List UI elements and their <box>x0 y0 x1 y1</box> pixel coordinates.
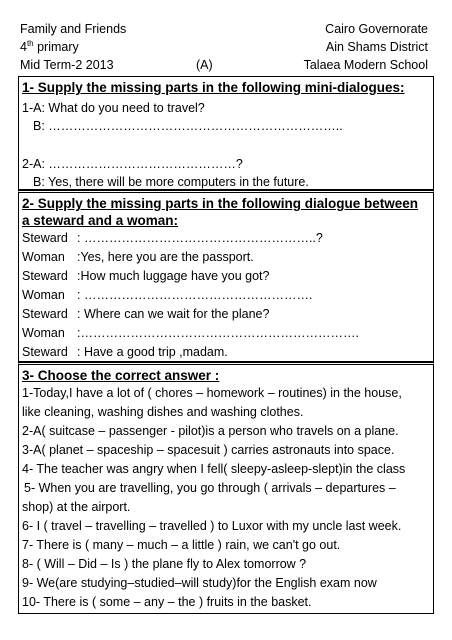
section-2 <box>18 190 434 362</box>
exam-header <box>18 18 434 78</box>
dialogue-text: :…………………………………………………………. <box>77 326 359 340</box>
question-2: 2-A( suitcase – passenger - pilot)is a person who travels on a plane. <box>22 424 399 438</box>
dialogue-text: : ………………………………………………. <box>77 288 313 302</box>
speaker: Woman <box>22 250 65 264</box>
governorate: Cairo Governorate <box>325 22 428 36</box>
question-8: 8- ( Will – Did – Is ) the plane fly to Alex tomorrow ? <box>22 557 307 571</box>
dialogue-line <box>19 267 433 286</box>
section-1-title: 1- Supply the missing parts in the following mini-dialogues: <box>22 80 405 95</box>
dialogue-line <box>19 343 433 362</box>
speaker: Steward <box>22 345 68 359</box>
dialogue-text: : ………………………………………………..? <box>77 231 323 245</box>
question-5: 5- When you are travelling, you go through ( arrivals – departures – <box>24 481 396 495</box>
grade-suffix: th <box>26 38 34 48</box>
district: Ain Shams District <box>325 40 428 54</box>
dialogue-2-a: 2-A: ………………………………………? <box>22 157 243 171</box>
term-name: Mid Term-2 2013 <box>20 58 114 72</box>
section-2-title-line-1: 2- Supply the missing parts in the following dialogue between <box>22 196 419 211</box>
dialogue-text: : Have a good trip ,madam. <box>77 345 228 359</box>
dialogue-line <box>19 229 433 248</box>
header-block <box>18 18 434 78</box>
speaker: Steward <box>22 307 68 321</box>
section-2-title-line-2: a steward and a woman: <box>22 213 179 228</box>
speaker: Steward <box>22 269 68 283</box>
grade <box>20 38 126 56</box>
grade-number: 4 <box>20 40 27 54</box>
question-10: 10- There is ( some – any – the ) fruits in the basket. <box>22 595 312 609</box>
dialogue-text: :Yes, here you are the passport. <box>77 250 254 264</box>
dialogue-1-b: B: …………………………………………………………….. <box>33 119 343 133</box>
speaker: Steward <box>22 231 68 245</box>
dialogue-line <box>19 324 433 343</box>
grade-rest: primary <box>33 40 79 54</box>
speaker: Woman <box>22 326 65 340</box>
school-name: Talaea Modern School <box>303 58 428 72</box>
dialogue-line <box>19 286 433 305</box>
question-7: 7- There is ( many – much – a little ) rain, we can't go out. <box>22 538 341 552</box>
dialogue-2-b: B: Yes, there will be more computers in the future. <box>33 175 309 189</box>
section-3-title: 3- Choose the correct answer : <box>22 368 220 383</box>
dialogue-line <box>19 248 433 267</box>
header-left <box>20 20 126 74</box>
section-1 <box>18 76 434 190</box>
question-5-continued: shop) at the airport. <box>22 500 131 514</box>
question-3: 3-A( planet – spaceship – spacesuit ) carries astronauts into space. <box>22 443 395 457</box>
dialogue-line <box>19 305 433 324</box>
dialogue-1-a: 1-A: What do you need to travel? <box>22 101 205 115</box>
question-1: 1-Today,I have a lot of ( chores – homework – routines) in the house, <box>22 386 402 400</box>
dialogue-text: :How much luggage have you got? <box>77 269 270 283</box>
header-right <box>304 20 428 74</box>
question-9: 9- We(are studying–studied–will study)for the English exam now <box>22 576 377 590</box>
series-name: Family and Friends <box>20 22 127 36</box>
speaker: Woman <box>22 288 65 302</box>
question-4: 4- The teacher was angry when I fell( sleepy-asleep-slept)in the class <box>22 462 406 476</box>
question-1-continued: like cleaning, washing dishes and washing clothes. <box>22 405 304 419</box>
question-6: 6- I ( travel – travelling – travelled ) to Luxor with my uncle last week. <box>22 519 402 533</box>
dialogue-text: : Where can we wait for the plane? <box>77 307 270 321</box>
form-letter: (A) <box>196 58 213 72</box>
section-3 <box>18 362 434 614</box>
dialogue-list <box>19 229 433 362</box>
